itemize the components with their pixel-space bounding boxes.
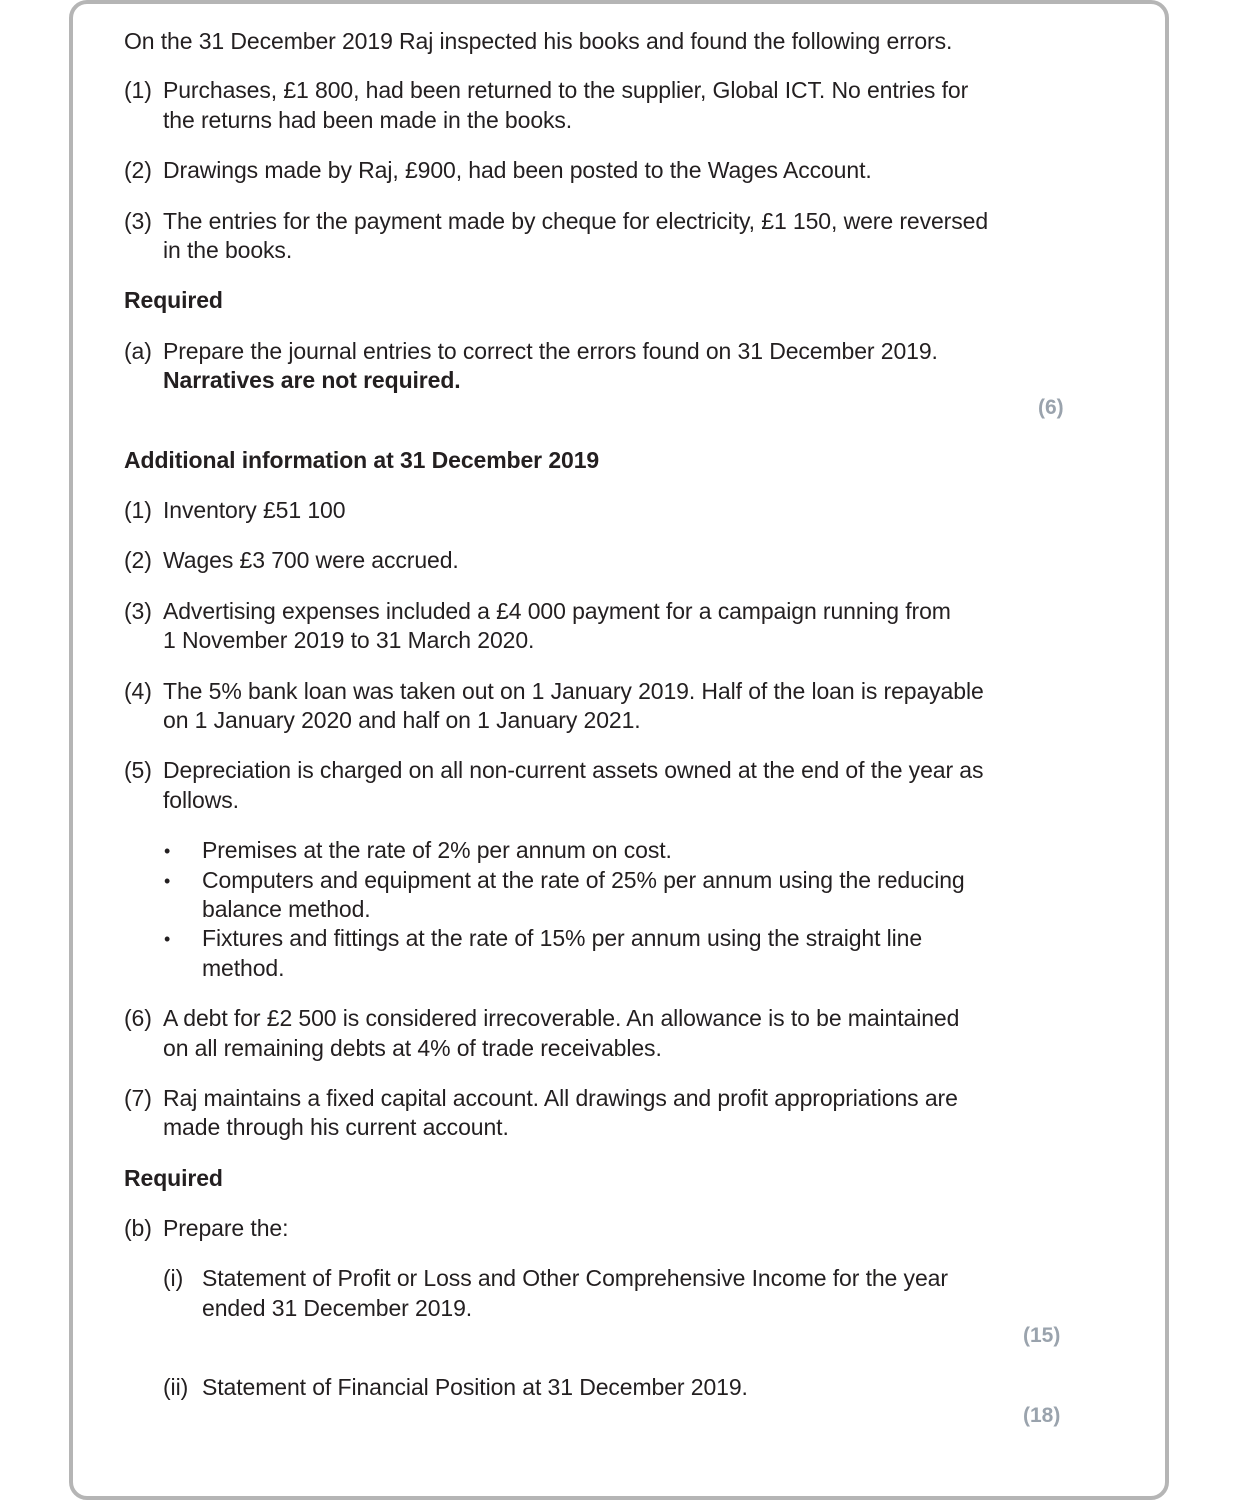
add-1-line-1: Inventory £51 100 bbox=[163, 497, 346, 523]
add-3-line-1: Advertising expenses included a £4 000 payment for a campaign running from bbox=[163, 598, 951, 624]
bullet-1-line-1: Premises at the rate of 2% per annum on cost. bbox=[202, 837, 672, 863]
add-5-line-2: follows. bbox=[163, 787, 239, 813]
intro-text: On the 31 December 2019 Raj inspected his books and found the following errors. bbox=[124, 28, 953, 54]
part-i-line-1: Statement of Profit or Loss and Other Comprehensive Income for the year bbox=[202, 1265, 948, 1291]
bullet-icon: • bbox=[164, 929, 171, 949]
marks-a: (6) bbox=[1038, 396, 1064, 419]
add-3-num: (3) bbox=[124, 598, 152, 624]
part-ii-num: (ii) bbox=[163, 1374, 189, 1400]
add-3-line-2: 1 November 2019 to 31 March 2020. bbox=[163, 627, 535, 653]
add-5-line-1: Depreciation is charged on all non-current assets owned at the end of the year as bbox=[163, 757, 984, 783]
error-2-line-1: Drawings made by Raj, £900, had been posted to the Wages Account. bbox=[163, 157, 872, 183]
add-4-line-1: The 5% bank loan was taken out on 1 January 2019. Half of the loan is repayable bbox=[163, 678, 984, 704]
bullet-2-line-1: Computers and equipment at the rate of 25% per annum using the reducing bbox=[202, 867, 965, 893]
add-2-num: (2) bbox=[124, 547, 152, 573]
part-i-line-2: ended 31 December 2019. bbox=[202, 1295, 473, 1321]
error-1-line-2: the returns had been made in the books. bbox=[163, 107, 573, 133]
bullet-3-line-1: Fixtures and fittings at the rate of 15% per annum using the straight line bbox=[202, 925, 923, 951]
add-7-line-1: Raj maintains a fixed capital account. All drawings and profit appropriations are bbox=[163, 1085, 958, 1111]
bullet-icon: • bbox=[164, 841, 171, 861]
add-2-line-1: Wages £3 700 were accrued. bbox=[163, 547, 459, 573]
add-6-num: (6) bbox=[124, 1005, 152, 1031]
required-b-heading: Required bbox=[124, 1165, 223, 1191]
add-7-line-2: made through his current account. bbox=[163, 1114, 509, 1140]
required-a-label: (a) bbox=[124, 338, 152, 364]
error-2-num: (2) bbox=[124, 157, 152, 183]
bullet-3-line-2: method. bbox=[202, 955, 285, 981]
additional-heading: Additional information at 31 December 2019 bbox=[124, 447, 600, 473]
add-1-num: (1) bbox=[124, 497, 152, 523]
required-a-heading: Required bbox=[124, 287, 223, 313]
add-4-num: (4) bbox=[124, 678, 152, 704]
marks-b-i: (15) bbox=[1023, 1324, 1061, 1347]
bullet-2-line-2: balance method. bbox=[202, 896, 371, 922]
add-5-num: (5) bbox=[124, 757, 152, 783]
error-3-line-2: in the books. bbox=[163, 237, 293, 263]
bullet-icon: • bbox=[164, 871, 171, 891]
add-7-num: (7) bbox=[124, 1085, 152, 1111]
error-3-line-1: The entries for the payment made by cheque for electricity, £1 150, were reversed bbox=[163, 208, 989, 234]
required-a-text: Prepare the journal entries to correct the errors found on 31 December 2019. bbox=[163, 338, 938, 364]
add-6-line-2: on all remaining debts at 4% of trade receivables. bbox=[163, 1035, 662, 1061]
error-1-line-1: Purchases, £1 800, had been returned to the supplier, Global ICT. No entries for bbox=[163, 77, 969, 103]
part-i-num: (i) bbox=[163, 1265, 184, 1291]
add-6-line-1: A debt for £2 500 is considered irrecoverable. An allowance is to be maintained bbox=[163, 1005, 960, 1031]
required-b-text: Prepare the: bbox=[163, 1215, 289, 1241]
part-ii-line-1: Statement of Financial Position at 31 December 2019. bbox=[202, 1374, 748, 1400]
error-3-num: (3) bbox=[124, 208, 152, 234]
required-a-note: Narratives are not required. bbox=[163, 367, 461, 393]
marks-b-ii: (18) bbox=[1023, 1404, 1061, 1427]
required-b-label: (b) bbox=[124, 1215, 152, 1241]
add-4-line-2: on 1 January 2020 and half on 1 January 2021. bbox=[163, 707, 641, 733]
error-1-num: (1) bbox=[124, 77, 152, 103]
